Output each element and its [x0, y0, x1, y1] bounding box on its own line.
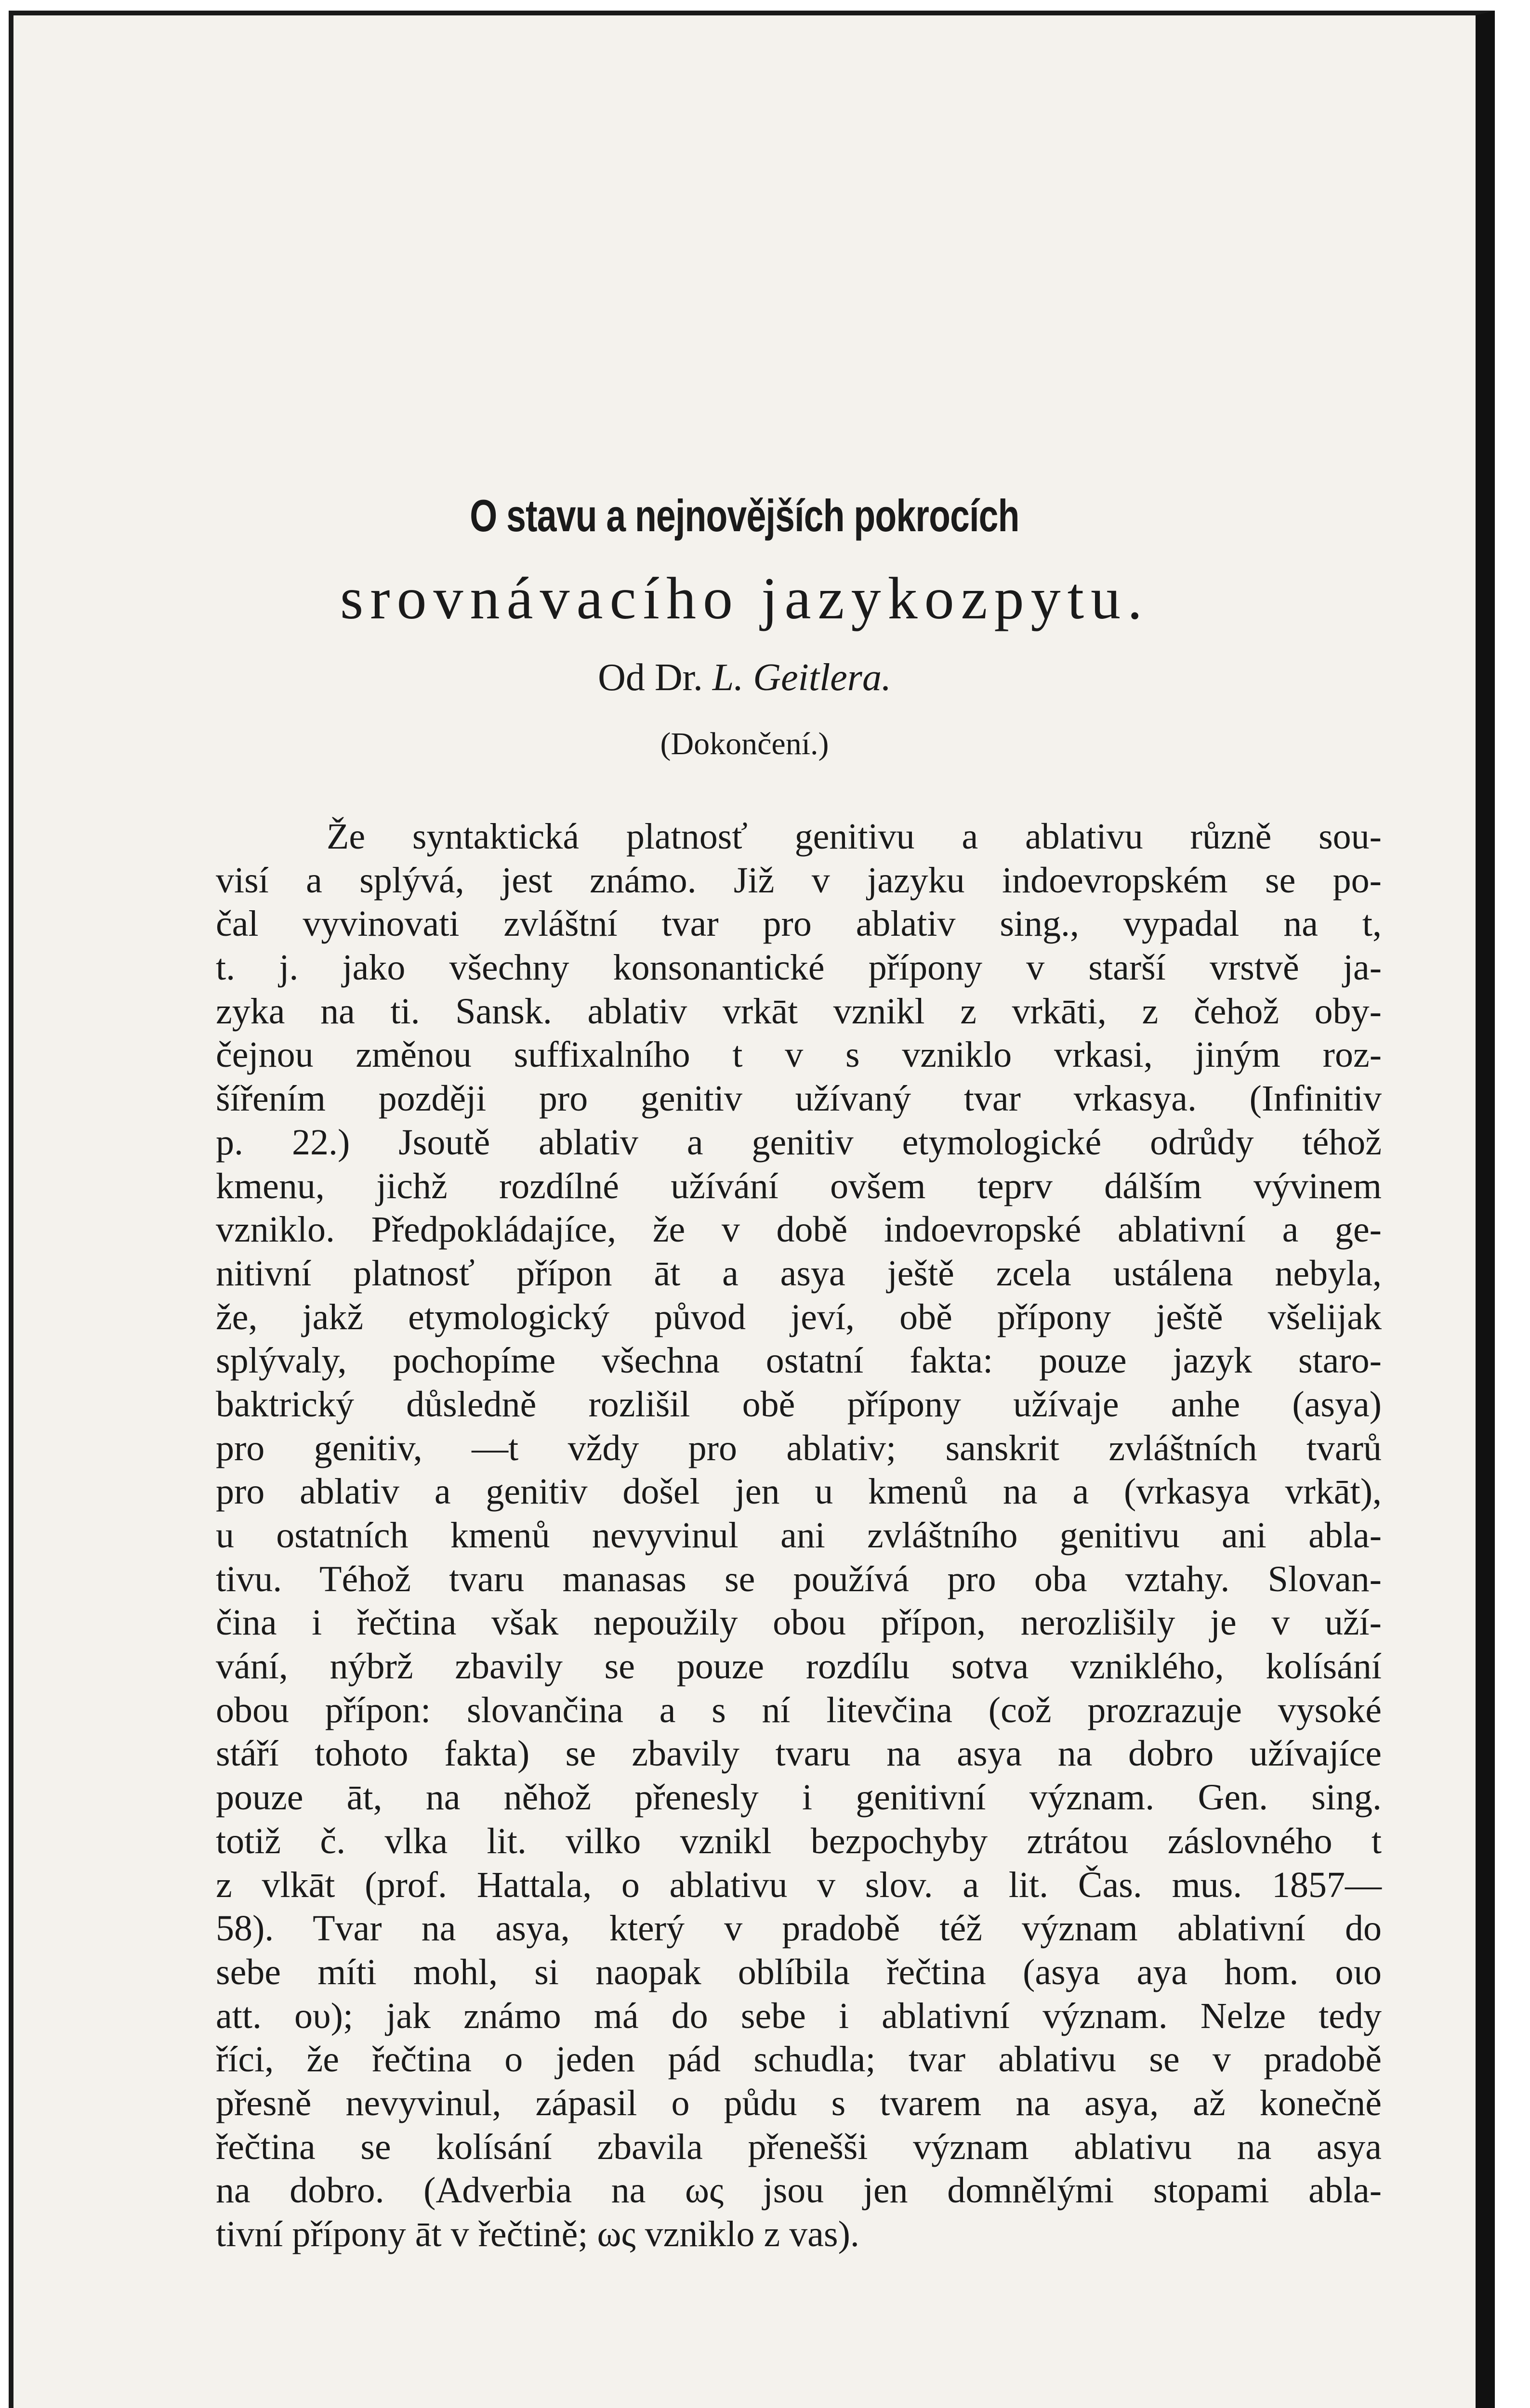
body-line: 58). Tvar na asya, který v pradobě též význam ablativní do — [216, 1908, 1382, 1949]
body-line: p. 22.) Jsoutě ablativ a genitiv etymologické odrůdy téhož — [216, 1122, 1382, 1163]
body-line: Že syntaktická platnosť genitivu a ablativu různě sou- — [327, 816, 1382, 857]
body-line: tivní přípony āt v řečtině; ως vzniklo z vas). — [216, 2214, 859, 2254]
body-line: sebe míti mohl, si naopak oblíbila řečtina (asya aya hom. οιο — [216, 1951, 1382, 1992]
body-line: stáří tohoto fakta) se zbavily tvaru na asya na dobro užívajíce — [216, 1733, 1382, 1774]
body-line: vání, nýbrž zbavily se pouze rozdílu sotva vzniklého, kolísání — [216, 1646, 1382, 1687]
body-line: přesně nevyvinul, zápasil o půdu s tvarem na asya, až konečně — [216, 2082, 1382, 2123]
body-line: řečtina se kolísání zbavila přenešši význam ablativu na asya — [216, 2126, 1382, 2167]
book-page — [9, 11, 1495, 2408]
article-title-line2: srovnávacího jazykozpytu. — [340, 565, 1149, 631]
body-line: z vlkāt (prof. Hattala, o ablativu v slov. a lit. Čas. mus. 1857— — [216, 1864, 1382, 1905]
body-line: čejnou změnou suffixalního t v s vzniklo vrkasi, jiným roz- — [216, 1034, 1382, 1075]
body-line: pouze āt, na něhož přenesly i genitivní význam. Gen. sing. — [216, 1777, 1382, 1818]
body-line: t. j. jako všechny konsonantické přípony v starší vrstvě ja- — [216, 947, 1382, 988]
article-body — [216, 815, 1382, 2256]
article-author — [13, 656, 1476, 700]
body-line: čina i řečtina však nepoužily obou přípon, nerozlišily je v uží- — [216, 1602, 1382, 1643]
body-line: pro ablativ a genitiv došel jen u kmenů na a (vrkasya vrkāt), — [216, 1471, 1382, 1512]
body-line: šířením později pro genitiv užívaný tvar vrkasya. (Infinitiv — [216, 1078, 1382, 1119]
body-line: nitivní platnosť přípon āt a asya ještě zcela ustálena nebyla, — [216, 1253, 1382, 1294]
body-line: vzniklo. Předpokládajíce, že v době indoevropské ablativní a ge- — [216, 1209, 1382, 1250]
body-line: baktrický důsledně rozlišil obě přípony užívaje anhe (asya) — [216, 1384, 1382, 1425]
body-line: zyka na ti. Sansk. ablativ vrkāt vznikl z vrkāti, z čehož oby- — [216, 991, 1382, 1032]
body-line: pro genitiv, —t vždy pro ablativ; sanskrit zvláštních tvarů — [216, 1427, 1382, 1468]
author-name: L. Geitlera. — [712, 656, 891, 699]
body-line: kmenu, jichž rozdílné užívání ovšem teprv dálším vývinem — [216, 1165, 1382, 1206]
body-line: čal vyvinovati zvláštní tvar pro ablativ sing., vypadal na t, — [216, 903, 1382, 944]
body-line: visí a splývá, jest známo. Již v jazyku indoevropském se po- — [216, 860, 1382, 901]
body-line: na dobro. (Adverbia na ως jsou jen domnělými stopami abla- — [216, 2170, 1382, 2211]
body-line: že, jakž etymologický původ jeví, obě přípony ještě všelijak — [216, 1296, 1382, 1337]
body-line: obou přípon: slovančina a s ní litevčina (což prozrazuje vysoké — [216, 1689, 1382, 1730]
body-line: att. ου); jak známo má do sebe i ablativní význam. Nelze tedy — [216, 1995, 1382, 2036]
body-line: u ostatních kmenů nevyvinul ani zvláštního genitivu ani abla- — [216, 1515, 1382, 1556]
body-line: splývaly, pochopíme všechna ostatní fakta: pouze jazyk staro- — [216, 1340, 1382, 1381]
article-subtitle: (Dokončení.) — [660, 726, 829, 761]
author-prefix: Od Dr. — [598, 656, 703, 699]
body-line: tivu. Téhož tvaru manasas se používá pro oba vztahy. Slovan- — [216, 1558, 1382, 1599]
article-title-line1: O stavu a nejnovějších pokrocích — [470, 490, 1019, 541]
body-line: říci, že řečtina o jeden pád schudla; tvar ablativu se v pradobě — [216, 2039, 1382, 2080]
body-line: totiž č. vlka lit. vilko vznikl bezpochyby ztrátou záslovného t — [216, 1820, 1382, 1861]
